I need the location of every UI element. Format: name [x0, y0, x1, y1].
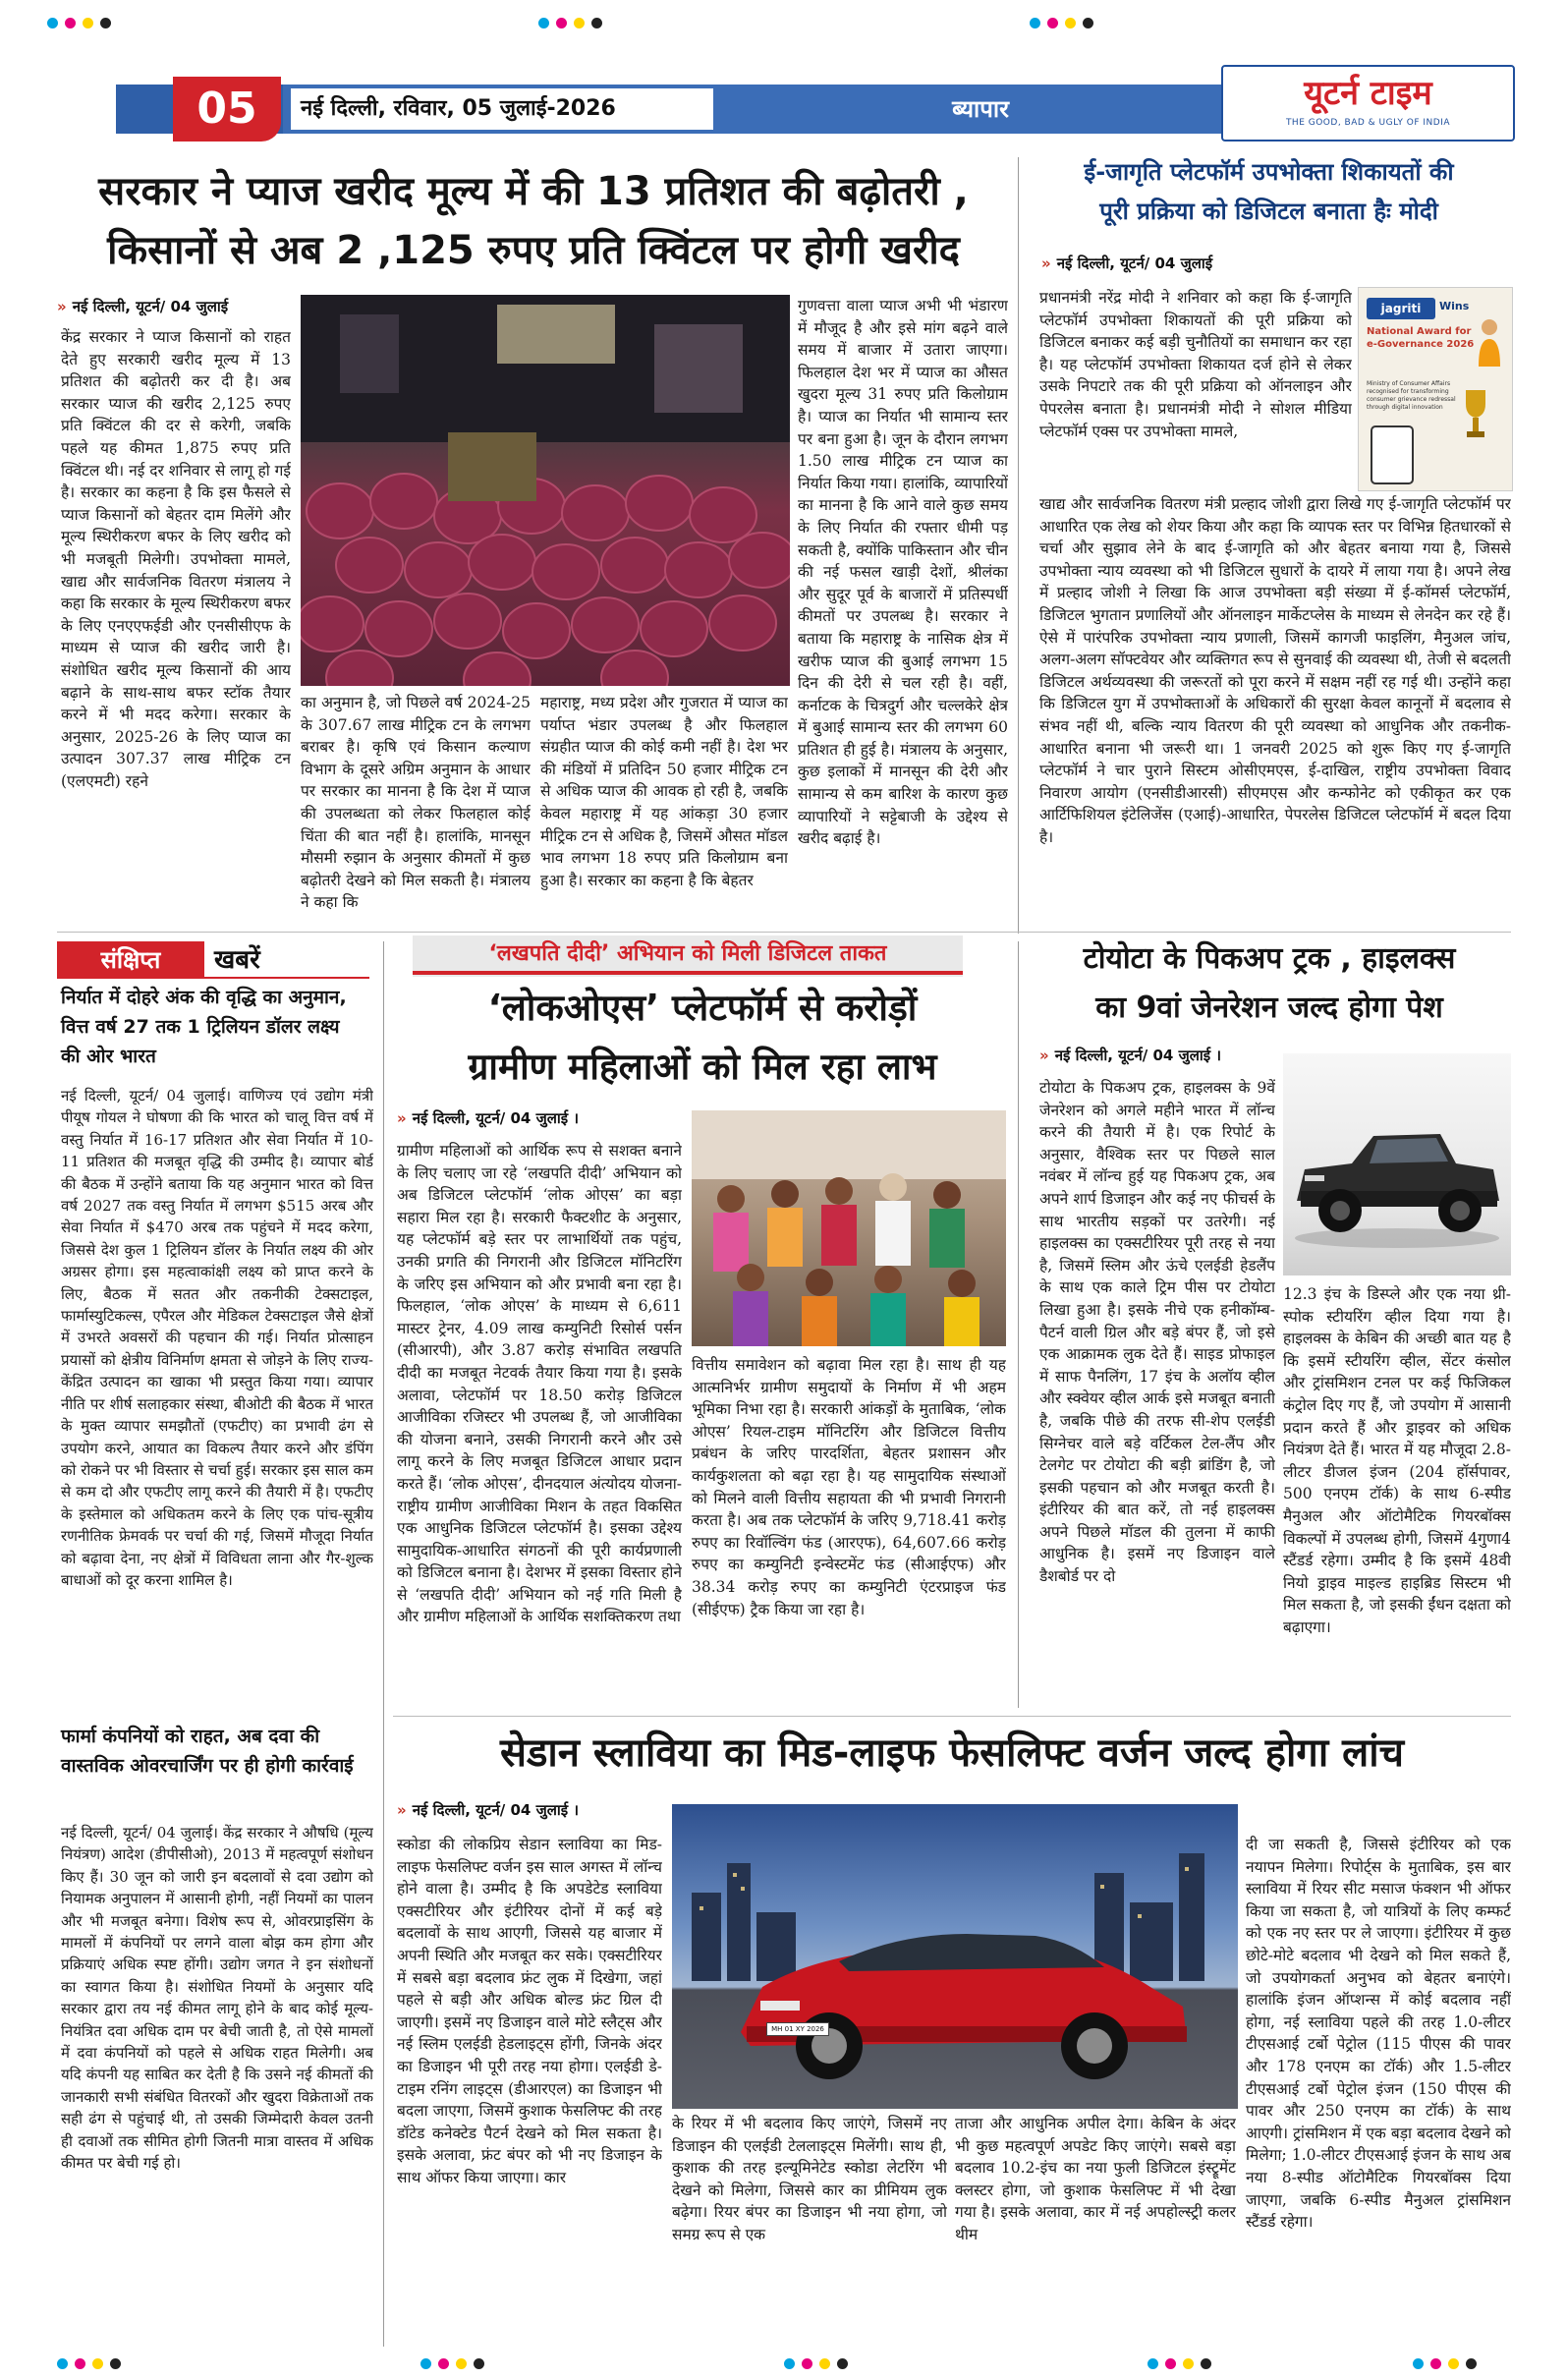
color-register-strip-top	[47, 14, 1521, 26]
women-meeting-photo	[692, 1110, 1006, 1346]
masthead-logo	[1221, 65, 1515, 142]
brief-tag-a: संक्षिप्त	[57, 941, 204, 979]
lead-col-1: केंद्र सरकार ने प्याज किसानों को राहत देते हुए सरकारी खरीद मूल्य में 13 प्रतिशत की बढ़ोतरी कर दी है। अब सरकार प्याज की खरीद 2,125 रुपए प्रति क्विंटल की दर से करेगी, जबकि पहले यह कीमत 1,875 रुपए प्रति क्विंटल थी। नई दर शनिवार से लागू हो गई है। सरकार का कहना है कि इस फैसले से प्याज किसानों को बेहतर दाम मिलेंगे और मूल्य स्थिरीकरण बफर के लिए खरीद को भी मजबूती मिलेगी। उपभोक्ता मामले, खाद्य और सार्वजनिक वितरण मंत्रालय ने कहा कि सरकार के मूल्य स्थिरीकरण बफर के लिए एनएएफईडी और एनसीसीएफ के माध्यम से प्याज की खरीद जारी है। संशोधित खरीद मूल्य किसानों की आय बढ़ाने के साथ-साथ बफर स्टॉक तैयार करने में भी मदद करेगा। सरकार के अनुसार, 2025-26 के लिए प्याज का उत्पादन 307.37 लाख मीट्रिक टन (एलएमटी) रहने	[61, 328, 291, 790]
brief-tag-underline	[204, 977, 369, 979]
logo-text: यूटर्न टाइम	[1304, 74, 1432, 113]
hilux-truck-photo	[1283, 1053, 1511, 1275]
lakhpati-col-1: ग्रामीण महिलाओं को आर्थिक रूप से सशक्त बनाने के लिए चलाए जा रहे ‘लखपति दीदी’ अभियान को अब डिजिटल प्लेटफॉर्म ‘लोक ओएस’ का बड़ा सहारा मिल रहा है। सरकारी फैक्टशीट के अनुसार, यह प्लेटफॉर्म बड़े स्तर पर लाभार्थियों तक पहुंच, उनकी प्रगति की निगरानी और डिजिटल मॉनिटरिंग के जरिए इस अभियान को और प्रभावी बना रहा है। फिलहाल, ‘लोक ओएस’ के माध्यम से 6,611 मास्टर ट्रेनर, 4.09 लाख कम्युनिटी रिसोर्स पर्सन (सीआरपी), और 3.87 करोड़ संभावित लखपति दीदी का मजबूत नेटवर्क तैयार किया गया है। इसके अलावा, प्लेटफॉर्म पर 18.50 करोड़ डिजिटल आजीविका रजिस्टर भी उपलब्ध हैं, जो आजीविका की योजना बनाने, उसकी निगरानी करने और उसे लागू करने के लिए मजबूत डिजिटल आधार प्रदान करते हैं। ‘लोक ओएस’, दीनदयाल अंत्योदय योजना-राष्ट्रीय ग्रामीण आजीविका मिशन के तहत विकसित एक आधुनिक डिजिटल प्लेटफॉर्म है। इसका उद्देश्य सामुदायिक-आधारित संगठनों की पूरी कार्यप्रणाली को डिजिटल बनाना है। देशभर में इसका विस्तार होने से ‘लखपति दीदी’ अभियान को नई गति मिली है और ग्रामीण महिलाओं के आर्थिक सशक्तिकरण तथा	[397, 1142, 682, 1626]
column-rule	[1018, 157, 1019, 934]
car-illustration	[672, 1804, 1238, 2109]
number-plate: MH 01 XY 2026	[766, 2022, 829, 2036]
page-number: 05	[173, 77, 281, 142]
lakhpati-col-2: वित्तीय समावेशन को बढ़ावा मिल रहा है। साथ ही यह आत्मनिर्भर ग्रामीण समुदायों के निर्माण में भी अहम भूमिका निभा रहा है। सरकारी आंकड़ों के मुताबिक, ‘लोक ओएस’ रियल-टाइम मॉनिटरिंग और डिजिटल वित्तीय प्रबंधन के जरिए पारदर्शिता, बेहतर प्रशासन और कार्यकुशलता को बढ़ा रहा है। यह सामुदायिक संस्थाओं को मिलने वाली वित्तीय सहायता की भी प्रभावी निगरानी करता है। अब तक प्लेटफॉर्म के जरिए 9,718.41 करोड़ रुपए का रिवॉल्विंग फंड (आरएफ), 64,607.66 करोड़ रुपए का कम्युनिटी इन्वेस्टमेंट फंड (सीआईएफ) और 38.34 करोड़ रुपए का कम्युनिटी एंटरप्राइज फंड (सीईएफ) ट्रैक किया जा रहा है।	[692, 1356, 1006, 1618]
brief-text-1: नई दिल्ली, यूटर्न/ 04 जुलाई। वाणिज्य एवं उद्योग मंत्री पीयूष गोयल ने घोषणा की कि भारत को चालू वित्त वर्ष में वस्तु निर्यात में 16-17 प्रतिशत और सेवा निर्यात में 10-11 प्रतिशत की मजबूत वृद्धि की उम्मीद है। व्यापार बोर्ड की बैठक में उन्होंने बताया कि यह अनुमान भारत को वित्त वर्ष 2027 तक वस्तु निर्यात में लगभग $515 अरब और सेवा निर्यात में $470 अरब तक पहुंचने में मदद करेगा, जिससे देश कुल 1 ट्रिलियन डॉलर के निर्यात लक्ष्य की ओर अग्रसर होगा। इस महत्वाकांक्षी लक्ष्य को प्राप्त करने के लिए, बैठक में सतत और तकनीकी टेक्सटाइल, फार्मास्युटिकल्स, एपैरल और मेडिकल टेक्सटाइल जैसे क्षेत्रों में उभरते अवसरों की पहचान की गई। निर्यात प्रोत्साहन प्रयासों को क्षेत्रीय विनिर्माण क्षमता से जोड़ने के लिए राज्य-केंद्रित उत्पादन का खाका भी प्रस्तुत किया गया। व्यापार नीति पर शीर्ष सलाहकार संस्था, बीओटी की बैठक में भारत के मुक्त व्यापार समझौतों (एफटीए) का प्रभावी ढंग से उपयोग करने, आयात का विकल्प तैयार करने और डंपिंग को रोकने पर भी विस्तार से चर्चा हुई। सरकार इस साल कम से कम दो और एफटीए लागू करने की तैयारी में है। एफटीए के इस्तेमाल को अधिकतम करने के लिए एक पांच-सूत्रीय रणनीतिक फ्रेमवर्क पर चर्चा की गई, जिसमें मौजूदा निर्यात को बढ़ावा देना, नए क्षेत्रों में विविधता लाना और गैर-शुल्क बाधाओं को दूर करना शामिल है।	[61, 1087, 373, 1589]
lakhpati-kicker	[413, 935, 963, 977]
column-rule	[1018, 941, 1019, 1708]
toyota-dateline: » नई दिल्ली, यूटर्न/ 04 जुलाई ।	[1039, 1047, 1222, 1064]
onion-market-photo	[301, 295, 790, 686]
poster-brand: jagriti	[1367, 298, 1435, 319]
section-title: ब्यापार	[952, 95, 1009, 123]
slavia-headline: सेडान स्लाविया का मिड-लाइफ फेसलिफ्ट वर्जन जल्द होगा लांच	[499, 1730, 1404, 1776]
lead-dateline: » नई दिल्ली, यूटर्न/ 04 जुलाई	[57, 298, 229, 315]
phone-icon	[1371, 425, 1414, 484]
toyota-col-2: 12.3 इंच के डिस्प्ले और एक नया थ्री-स्पोक स्टीयरिंग व्हील दिया गया है। हाइलक्स के केबिन की अच्छी बात यह है कि इसमें स्टीयरिंग व्हील, सेंटर कंसोल और ट्रांसमिशन टनल पर कई फिजिकल कंट्रोल दिए गए हैं, जो उपयोग में आसानी प्रदान करते हैं और ड्राइवर को अधिक नियंत्रण देते हैं। भारत में यह मौजूदा 2.8-लीटर डीजल इंजन (204 हॉर्सपावर, 500 एनएम टॉर्क) के साथ 6-स्पीड मैनुअल और ऑटोमैटिक गियरबॉक्स विकल्पों में उपलब्ध होगी, जिसमें 4गुणा4 स्टैंडर्ड रहेगा। उम्मीद है कि इसमें 48वी नियो ड्राइव माइल्ड हाइब्रिड सिस्टम भी मिल सकता है, जो इसकी ईंधन दक्षता को बढ़ाएगा।	[1283, 1285, 1511, 1636]
color-register-strip-bottom	[57, 2354, 1511, 2368]
slavia-col-3: ताजा और आधुनिक अपील देगा। केबिन के अंदर भी कुछ महत्वपूर्ण अपडेट किए जाएंगे। सबसे बड़ा बदलाव 10.2-इंच का नया फुली डिजिटल इंस्ट्रूमेंट क्लस्टर होगा, जो कुशाक फेसलिफ्ट में भी देखा गया है। इसके अलावा, कार में नई अपहोल्स्ट्री कलर थीम	[955, 2115, 1236, 2243]
truck-illustration	[1283, 1053, 1511, 1275]
lead-col-2: का अनुमान है, जो पिछले वर्ष 2024-25 के 307.67 लाख मीट्रिक टन के लगभग बराबर है। कृषि एवं किसान कल्याण विभाग के दूसरे अग्रिम अनुमान के आधार पर सरकार का मानना है कि देश में प्याज की उपलब्धता को लेकर फिलहाल कोई चिंता की बात नहीं है। हालांकि, मानसून मौसमी रुझान के अनुसार कीमतों में कुछ बढ़ोतरी देखने को मिल सकती है। मंत्रालय ने कहा कि	[301, 694, 531, 912]
toyota-headline-1: टोयोटा के पिकअप ट्रक , हाइलक्स	[1083, 941, 1456, 976]
page-header	[57, 59, 1511, 143]
slavia-col-4: दी जा सकती है, जिससे इंटीरियर को एक नयापन मिलेगा। रिपोर्ट्स के मुताबिक, इस बार स्लाविया में रियर सीट मसाज फंक्शन भी ऑफर किया जा सकता है, जो यात्रियों के लिए कम्फर्ट को एक नए स्तर पर ले जाएगा। इंटीरियर में कुछ छोटे-मोटे बदलाव भी देखने को मिल सकते हैं, जो उपयोगकर्ता अनुभव को बेहतर बनाएंगे। हालांकि इंजन ऑप्शन्स में कोई बदलाव नहीं होगा, नई स्लाविया पहले की तरह 1.0-लीटर टीएसआई टर्बो पेट्रोल (115 पीएस की पावर और 178 एनएम का टॉर्क) और 1.5-लीटर टीएसआई टर्बो पेट्रोल इंजन (150 पीएस की पावर और 250 एनएम का टॉर्क) के साथ आएगी। ट्रांसमिशन में एक बड़ा बदलाव देखने को मिलेगा; 1.0-लीटर टीएसआई इंजन के साथ अब नया 8-स्पीड ऑटोमैटिक गियरबॉक्स दिया जाएगा, जबकि 6-स्पीड मैनुअल ट्रांसमिशन स्टैंडर्ड रहेगा।	[1246, 1836, 1511, 2232]
brief-headline-2: फार्मा कंपनियों को राहत, अब दवा की वास्तविक ओवरचार्जिंग पर ही होगी कार्रवाई	[61, 1726, 354, 1777]
toyota-col-1: टोयोटा के पिकअप ट्रक, हाइलक्स के 9वें जेनरेशन को अगले महीने भारत में लॉन्च करने की तैयारी में है। एक रिपोर्ट के अनुसार, वैश्विक स्तर पर पिछले साल नवंबर में लॉन्च हुई यह पिकअप ट्रक, अब अपने शार्प डिजाइन और कई नए फीचर्स के साथ भारतीय सड़कों पर उतरेगी। नई हाइलक्स का एक्सटीरियर पूरी तरह से नया है, जिसमें स्लिम और ऊंचे एलईडी हेडलैंप के साथ एक काले ट्रिम पीस पर टोयोटा लिखा हुआ है। इसके नीचे एक हनीकॉम्ब-पैटर्न वाली ग्रिल और बड़े बंपर हैं, जो इसे एक आक्रामक लुक देते हैं। साइड प्रोफाइल में साफ पैनलिंग, 17 इंच के अलॉय व्हील और स्क्वेयर व्हील आर्क इसे मजबूत बनाती है, जबकि पीछे की तरफ सी-शेप एलईडी सिग्नेचर वाले बड़े वर्टिकल टेल-लैंप और टेलगेट पर टोयोटा की बड़ी ब्रांडिंग है, जो इसकी पहचान को और मजबूत करती है। इंटीरियर की बात करें, तो नई हाइलक्स अपने पिछले मॉडल की तुलना में काफी आधुनिक है। इसमें नए डिजाइन वाले डैशबोर्ड पर दो	[1039, 1079, 1275, 1586]
trophy-icon	[1461, 386, 1490, 445]
lakhpati-dateline: » नई दिल्ली, यूटर्न/ 04 जुलाई ।	[397, 1109, 580, 1127]
ejagriti-headline-1: ई-जागृति प्लेटफॉर्म उपभोक्ता शिकायतों की	[1084, 158, 1454, 186]
lakhpati-kicker-text: ‘लखपति दीदी’ अभियान को मिली डिजिटल ताकत	[488, 941, 887, 966]
lead-headline-1: सरकार ने प्याज खरीद मूल्य में की 13 प्रतिशत की बढ़ोतरी ,	[98, 169, 969, 214]
slavia-col-2: के रियर में भी बदलाव किए जाएंगे, जिसमें नए डिजाइन की एलईडी टेललाइट्स मिलेंगी। साथ ही, कुशाक की तरह इल्यूमिनेटेड स्कोडा लेटरिंग भी देखने को मिलेगा, जिससे कार का प्रीमियम लुक बढ़ेगा। रियर बंपर का डिजाइन भी नया होगा, जो समग्र रूप से एक	[672, 2115, 947, 2243]
slavia-dateline: » नई दिल्ली, यूटर्न/ 04 जुलाई ।	[397, 1801, 580, 1819]
column-rule	[383, 941, 384, 2347]
ejagriti-dateline: » नई दिल्ली, यूटर्न/ 04 जुलाई	[1041, 255, 1213, 272]
lakhpati-headline-1: ‘लोकओएस’ प्लेटफॉर्म से करोड़ों	[487, 987, 918, 1029]
brief-text-2: नई दिल्ली, यूटर्न/ 04 जुलाई। केंद्र सरकार ने औषधि (मूल्य नियंत्रण) आदेश (डीपीसीओ), 2013 में महत्वपूर्ण संशोधन किए हैं। 30 जून को जारी इन बदलावों से दवा उद्योग को नियामक अनुपालन में आसानी होगी, नहीं नियमों का पालन और भी मजबूत बनेगा। विशेष रूप से, ओवरप्राइसिंग के मामलों में कंपनियों पर लगने वाला बोझ कम होगा और प्रक्रियाएं अधिक स्पष्ट होंगी। उद्योग जगत ने इन संशोधनों का स्वागत किया है। संशोधित नियमों के अनुसार यदि सरकार द्वारा तय नई कीमत लागू होने के बाद कोई मूल्य-नियंत्रित दवा अधिक दाम पर बेची जाती है, तो ऐसे मामलों में दवा कंपनियों को पहले से अधिक राहत मिलेगी। अब यदि कंपनी यह साबित कर देती है कि उसने नई कीमतों की जानकारी सभी संबंधित वितरकों और खुदरा विक्रेताओं तक सही ढंग से पहुंचाई थी, तो उसकी जिम्मेदारी केवल उतनी ही दवाओं तक सीमित होगी जितनी मात्रा वास्तव में अधिक कीमत पर बेची गई हो।	[61, 1824, 373, 2173]
logo-tagline: THE GOOD, BAD & UGLY OF INDIA	[1285, 118, 1451, 128]
toyota-headline-2: का 9वां जेनरेशन जल्द होगा पेश	[1095, 991, 1443, 1025]
section-rule	[393, 1716, 1511, 1717]
slavia-car-photo	[672, 1804, 1238, 2109]
ejagriti-award-poster	[1358, 287, 1513, 491]
header-date: नई दिल्ली, रविवार, 05 जुलाई-2026	[291, 88, 713, 130]
lakhpati-headline-2: ग्रामीण महिलाओं को मिल रहा लाभ	[468, 1046, 937, 1088]
onion-illustration	[301, 295, 790, 686]
lead-col-4: गुणवत्ता वाला प्याज अभी भी भंडारण में मौजूद है और इसे मांग बढ़ने वाले समय में बाजार में उतारा जाएगा। फिलहाल देश भर में प्याज का औसत खुदरा मूल्य 31 रुपए प्रति किलोग्राम है। प्याज का निर्यात भी सामान्य स्तर पर बना हुआ है। जून के दौरान लगभग 1.50 लाख मीट्रिक टन प्याज का निर्यात किया गया। हालांकि, व्यापारियों का मानना है कि आने वाले कुछ समय के लिए निर्यात की रफ्तार धीमी पड़ सकती है, क्योंकि पाकिस्तान और चीन की नई फसल खाड़ी देशों, श्रीलंका और सुदूर पूर्व के बाजारों में प्रतिस्पर्धी कीमतों पर उपलब्ध है। सरकार ने बताया कि महाराष्ट्र के नासिक क्षेत्र में खरीफ प्याज की बुआई लगभग 15 दिन की देरी से चल रही है। वहीं, कर्नाटक के चित्रदुर्ग और चल्लकेरे क्षेत्र में बुआई सामान्य स्तर की लगभग 60 प्रतिशत ही हुई है। मंत्रालय के अनुसार, कुछ इलाकों में मानसून की देरी और सामान्य से कम बारिश के कारण कुछ व्यापारियों ने सट्टेबाजी के उद्देश्य से खरीद बढ़ाई है।	[798, 297, 1008, 848]
brief-tag-b: खबरें	[214, 945, 260, 975]
poster-wins: Wins	[1439, 300, 1470, 312]
ejagriti-col-bottom: खाद्य और सार्वजनिक वितरण मंत्री प्रल्हाद जोशी द्वारा लिखे गए ई-जागृति प्लेटफॉर्म पर आधारित एक लेख को शेयर किया और कहा कि व्यापक स्तर पर विभिन्न हितधारकों से चर्चा और सुझाव लेने के बाद ई-जागृति को और बेहतर बनाया गया है, जिससे उपभोक्ता न्याय व्यवस्था को भी डिजिटल सुधारों के दायरे में लाया गया है। अपने लेख में प्रल्हाद जोशी ने लिखा कि आज उपभोक्ता बड़ी संख्या में ई-कॉमर्स प्लेटफॉर्म, डिजिटल भुगतान प्रणालियों और ऑनलाइन मार्केटप्लेस के माध्यम से लेनदेन कर रहे हैं। ऐसे में पारंपरिक उपभोक्ता न्याय प्रणाली, जिसमें कागजी फाइलिंग, मैनुअल जांच, अलग-अलग सॉफ्टवेयर और व्यक्तिगत रूप से सुनवाई की व्यवस्था थी, तेजी से बदलती डिजिटल अर्थव्यवस्था की जरूरतों को पूरा करने में सक्षम नहीं रह गई थी। उन्होंने कहा कि डिजिटल युग में उपभोक्ताओं के अधिकारों की सुरक्षा केवल कानूनों में बदलाव से संभव नहीं थी, बल्कि न्याय वितरण की पूरी व्यवस्था को आधुनिक और तकनीक-आधारित बनाना भी जरूरी था। 1 जनवरी 2025 को शुरू किए गए ई-जागृति प्लेटफॉर्म ने चार पुराने सिस्टम ओसीएमएस, ई-दाखिल, राष्ट्रीय उपभोक्ता विवाद निवारण आयोग (एनसीडीआरसी) सीएमएस और कन्फोनेट को एकीकृत कर एक आर्टिफिशियल इंटेलिजेंस (एआई)-आधारित, पेपरलेस डिजिटल प्लेटफॉर्म में बदल दिया है।	[1039, 495, 1511, 846]
section-rule	[57, 932, 1511, 933]
ejagriti-col-top: प्रधानमंत्री नरेंद्र मोदी ने शनिवार को कहा कि ई-जागृति प्लेटफॉर्म उपभोक्ता शिकायतों की पूरी प्रक्रिया को डिजिटल बनाकर कई बड़ी चुनौतियों का समाधान कर रहा है। यह प्लेटफॉर्म उपभोक्ता शिकायत दर्ज होने से लेकर उसके निपटारे तक की पूरी प्रक्रिया को ऑनलाइन और पेपरलेस बनाता है। प्रधानमंत्री मोदी ने सोशल मीडिया प्लेटफॉर्म एक्स पर उपभोक्ता मामले,	[1039, 289, 1352, 440]
poster-award-title: National Award for e-Governance 2026	[1367, 326, 1475, 350]
slavia-col-1: स्कोडा की लोकप्रिय सेडान स्लाविया का मिड-लाइफ फेसलिफ्ट वर्जन इस साल अगस्त में लॉन्च होने वाला है। उम्मीद है कि अपडेटेड स्लाविया एक्सटीरियर और इंटीरियर दोनों में कई बड़े बदलावों के साथ आएगी, जिससे यह बाजार में अपनी स्थिति और मजबूत कर सके। एक्सटीरियर में सबसे बड़ा बदलाव फ्रंट लुक में दिखेगा, जहां पहले से बड़ी और अधिक बोल्ड फ्रंट ग्रिल दी जाएगी। इसमें नए डिजाइन वाले मोटे स्लैट्स और नई स्लिम एलईडी हेडलाइट्स होंगी, जिनके अंदर का डिजाइन भी पूरी तरह नया होगा। एलईडी डे-टाइम रनिंग लाइट्स (डीआरएल) का डिजाइन भी बदला जाएगा, जिसमें कुशाक फेसलिफ्ट की तरह डॉटेड कनेक्टेड पैटर्न देखने को मिल सकता है। इसके अलावा, फ्रंट बंपर को भी नए डिजाइन के साथ ऑफर किया जाएगा। कार	[397, 1836, 662, 2186]
poster-subtitle: Ministry of Consumer Affairs recognised for transforming consumer grievance redressal through digital innovation	[1367, 380, 1456, 411]
lead-col-3: महाराष्ट्र, मध्य प्रदेश और गुजरात में प्याज का पर्याप्त भंडार उपलब्ध है और फिलहाल संग्रहीत प्याज की कोई कमी नहीं है। देश भर की मंडियों में प्रतिदिन 50 हजार मीट्रिक टन से अधिक प्याज की आवक हो रही है, जबकि केवल महाराष्ट्र में यह आंकड़ा 30 हजार मीट्रिक टन से अधिक है, जिसमें औसत मॉडल भाव लगभग 18 रुपए प्रति किलोग्राम बना हुआ है। सरकार का कहना है कि बेहतर	[540, 694, 788, 889]
figure-icon	[1475, 317, 1504, 367]
ejagriti-headline-2: पूरी प्रक्रिया को डिजिटल बनाता हैः मोदी	[1099, 198, 1438, 225]
lead-headline-2: किसानों से अब 2 ,125 रुपए प्रति क्विंटल पर होगी खरीद	[107, 228, 960, 273]
brief-headline-1: निर्यात में दोहरे अंक की वृद्धि का अनुमान, वित्त वर्ष 27 तक 1 ट्रिलियन डॉलर लक्ष्य की ओर भारत	[61, 987, 347, 1067]
brief-tag	[57, 941, 369, 979]
